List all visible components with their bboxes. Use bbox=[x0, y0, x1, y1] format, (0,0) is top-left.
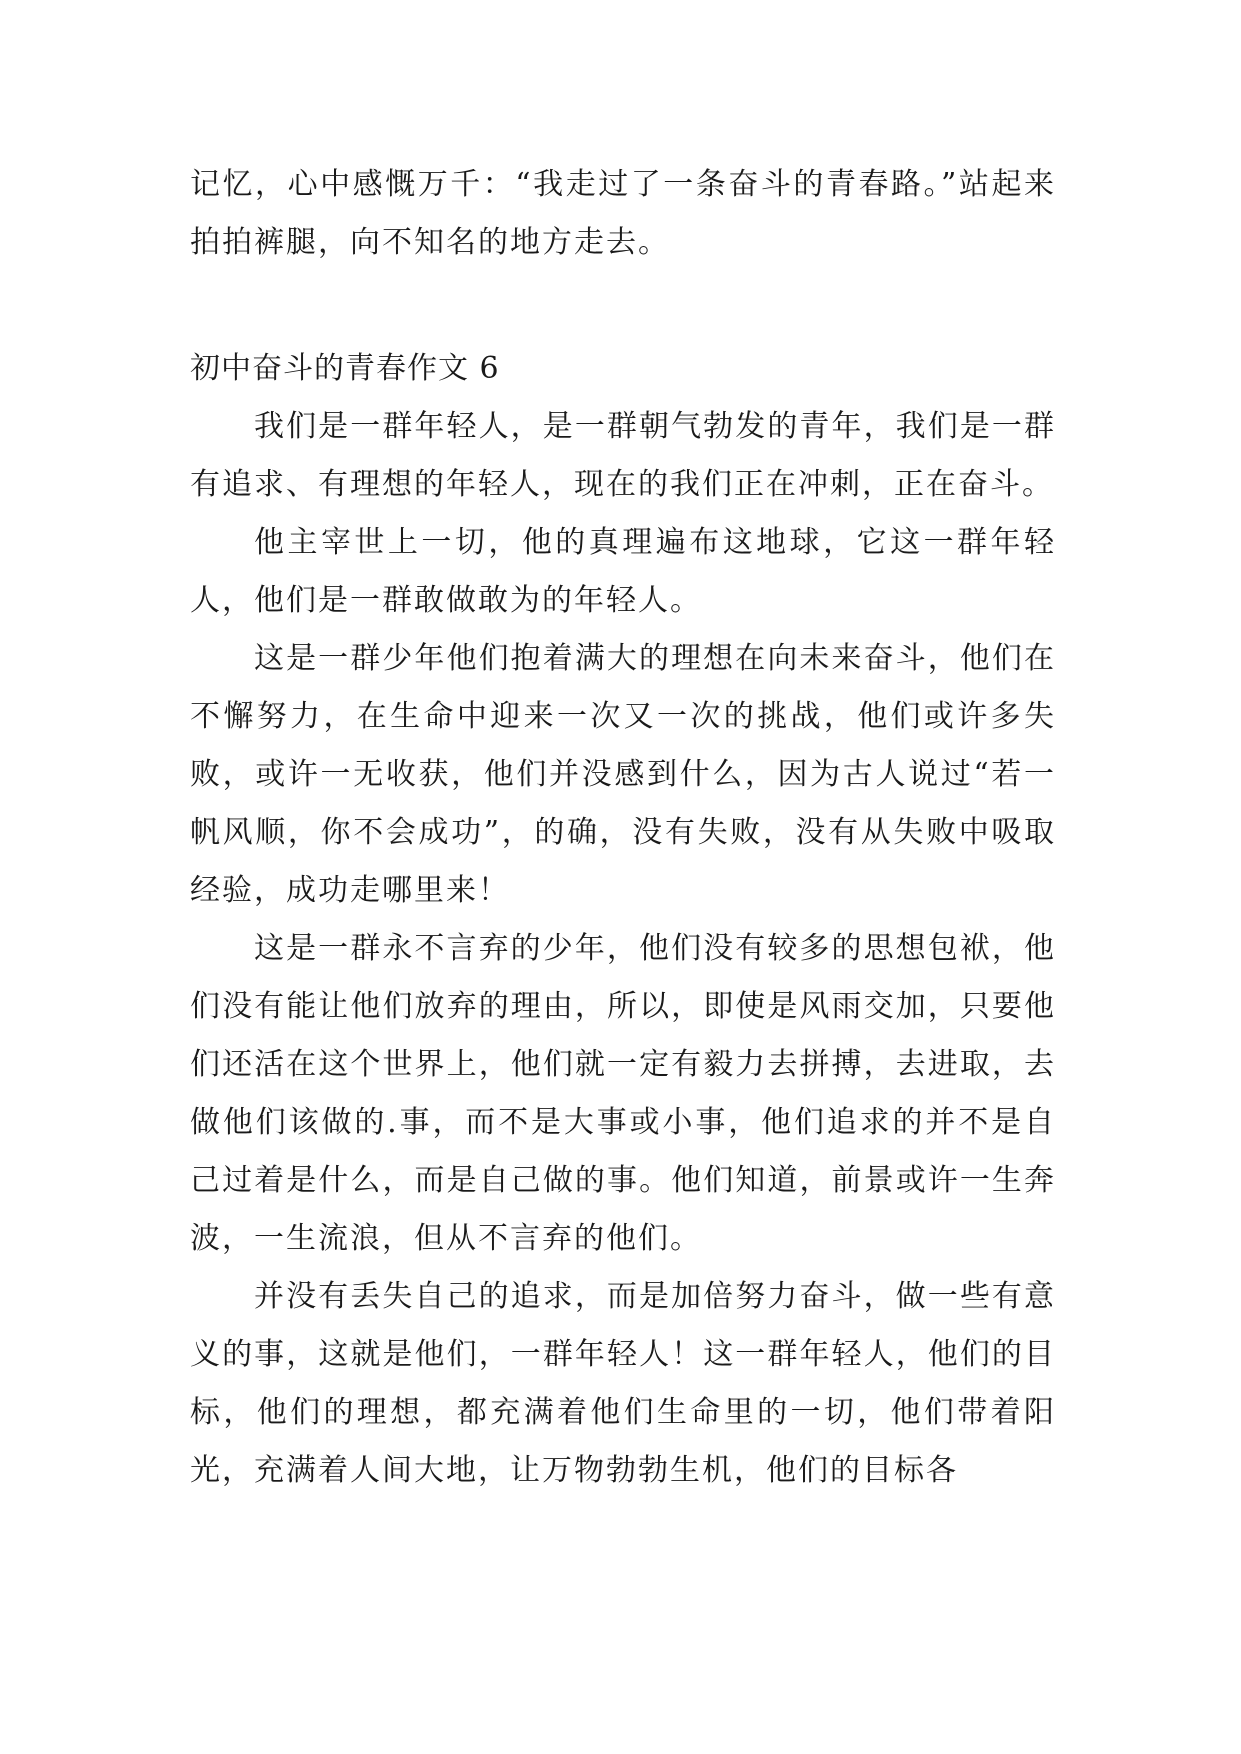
essay-body bbox=[190, 398, 1056, 1500]
paragraph: 这是一群少年他们抱着满大的理想在向未来奋斗，他们在不懈努力，在生命中迎来一次又一次的挑战，他们或许多失败，或许一无收获，他们并没感到什么，因为古人说过“若一帆风顺，你不会成功”，的确，没有失败，没有从失败中吸取经验，成功走哪里来！ bbox=[190, 641, 1056, 908]
paragraph: 记忆，心中感慨万千：“我走过了一条奋斗的青春路。”站起来拍拍裤腿，向不知名的地方走去。 bbox=[190, 167, 1056, 260]
paragraph: 他主宰世上一切，他的真理遍布这地球，它这一群年轻人，他们是一群敢做敢为的年轻人。 bbox=[190, 525, 1056, 618]
paragraph: 这是一群永不言弃的少年，他们没有较多的思想包袱，他们没有能让他们放弃的理由，所以，即使是风雨交加，只要他们还活在这个世界上，他们就一定有毅力去拼搏，去进取，去做他们该做的.事，而不是大事或小事，他们追求的并不是自己过着是什么，而是自己做的事。他们知道，前景或许一生奔波，一生流浪，但从不言弃的他们。 bbox=[190, 931, 1056, 1256]
paragraph: 并没有丢失自己的追求，而是加倍努力奋斗，做一些有意义的事，这就是他们，一群年轻人！这一群年轻人，他们的目标，他们的理想，都充满着他们生命里的一切，他们带着阳光，充满着人间大地，让万物勃勃生机，他们的目标各 bbox=[190, 1279, 1056, 1488]
paragraph: 我们是一群年轻人，是一群朝气勃发的青年，我们是一群有追求、有理想的年轻人，现在的我们正在冲刺，正在奋斗。 bbox=[190, 409, 1056, 502]
previous-essay-ending bbox=[190, 156, 1056, 272]
essay-title: 初中奋斗的青春作文 6 bbox=[190, 351, 500, 386]
